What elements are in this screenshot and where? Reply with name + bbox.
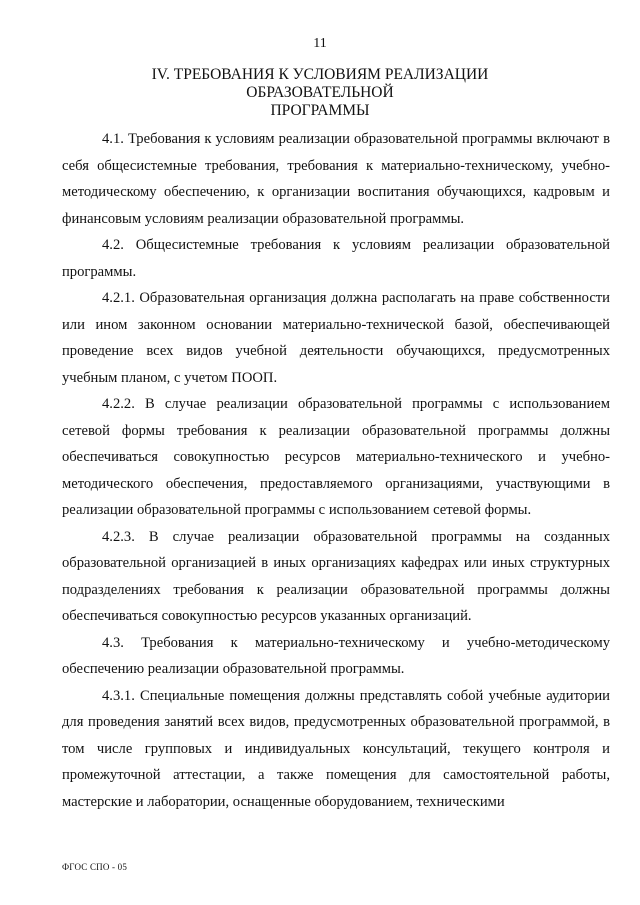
section-title-line-1: IV. ТРЕБОВАНИЯ К УСЛОВИЯМ РЕАЛИЗАЦИИ ОБРАЗОВАТЕЛЬНОЙ — [151, 66, 489, 101]
section-title — [80, 66, 560, 120]
paragraph-4-2-2: 4.2.2. В случае реализации образовательной программы с использованием сетевой формы требования к реализации образовательной программы должны обеспечиваться совокупностью ресурсов материально-технического и учебно-методического обеспечения, предоставляемого организациями, участвующими в реализации образовательной программы с использованием сетевой формы. — [62, 396, 610, 518]
page-number: 11 — [313, 36, 327, 51]
paragraph-4-3: 4.3. Требования к материально-техническому и учебно-методическому обеспечению реализации образовательной программы. — [62, 634, 610, 677]
paragraph-4-3-1: 4.3.1. Специальные помещения должны представлять собой учебные аудитории для проведения занятий всех видов, предусмотренных образовательной программой, в том числе групповых и индивидуальных консультаций, текущего контроля и промежуточной аттестации, а также помещения для самостоятельной работы, мастерские и лаборатории, оснащенные оборудованием, техническими — [62, 687, 610, 810]
paragraph-4-2-3: 4.2.3. В случае реализации образовательной программы на созданных образовательной организацией в иных организациях кафедрах или иных структурных подразделениях требования к реализации образовательной программы должны обеспечиваться совокупностью ресурсов указанных организаций. — [62, 528, 610, 624]
body-text — [62, 126, 610, 815]
paragraph-4-2: 4.2. Общесистемные требования к условиям реализации образовательной программы. — [62, 237, 610, 280]
paragraph-4-2-1: 4.2.1. Образовательная организация должна располагать на праве собственности или ином законном основании материально-технической базой, обеспечивающей проведение всех видов учебной деятельности обучающихся, предусмотренных учебным планом, с учетом ПООП. — [62, 290, 610, 386]
paragraph-4-1: 4.1. Требования к условиям реализации образовательной программы включают в себя общесистемные требования, требования к материально-техническому, учебно-методическому обеспечению, к организации воспитания обучающихся, кадровым и финансовым условиям реализации образовательной программы. — [62, 131, 610, 227]
section-title-line-2: ПРОГРАММЫ — [270, 102, 370, 119]
footer-document-code: ФГОС СПО - 05 — [62, 862, 128, 872]
